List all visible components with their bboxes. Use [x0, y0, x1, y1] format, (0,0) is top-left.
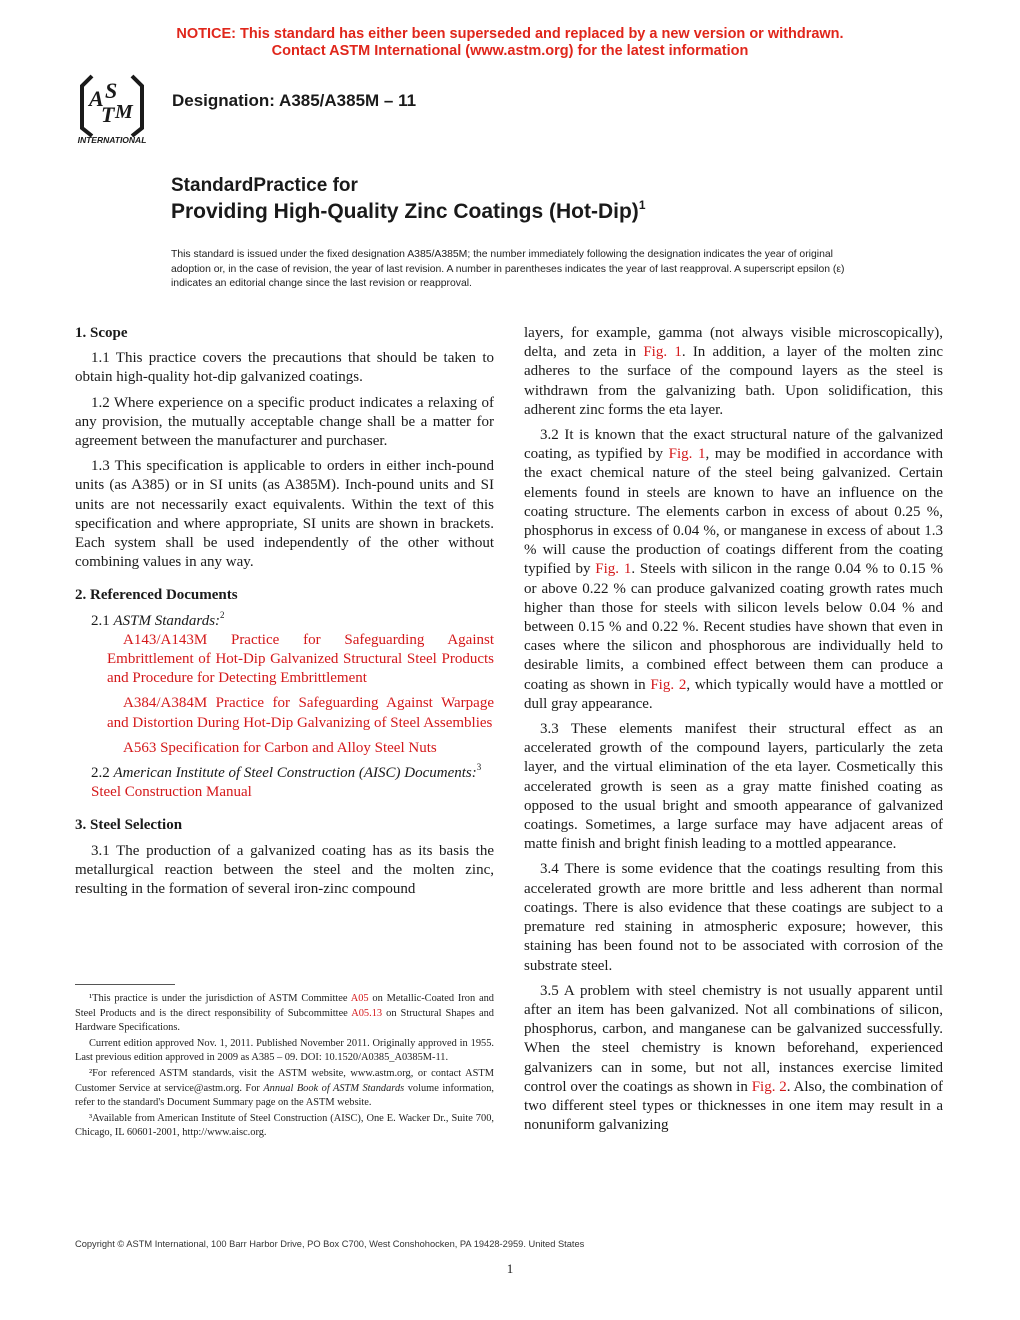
- para-2-1: [75, 609, 494, 631]
- link-fig-1-b[interactable]: Fig. 1: [668, 446, 706, 463]
- para-1-2: 1.2 Where experience on a specific product indicates a relaxing of any provision, the mutually acceptable change shall be a matter for agreement between the manufacturer and purchaser.: [75, 394, 494, 450]
- ref-steel-construction-manual[interactable]: Steel Construction Manual: [91, 784, 252, 801]
- link-fig-1-a[interactable]: Fig. 1: [643, 344, 682, 361]
- footnote-1-text-c: on Structural Shapes and Hardware Specifications.: [75, 1007, 494, 1034]
- para-3-5-a: 3.5 A problem with steel chemistry is not usually apparent until after an item has been galvanized. Not all combinations of silicon, phosphorus, carbon, and manganese can be galvanized successfully. When the steel chemistry is known beforehand, experienced galvanizers can in some, but not all, instances exercise limited control over the coatings as shown in: [524, 982, 943, 1095]
- logo-sub: INTERNATIONAL: [77, 135, 147, 145]
- para-3-2: [524, 426, 943, 714]
- title-line-1: StandardPractice for: [171, 175, 358, 196]
- para-3-2-d: , which typically would have a mottled or dull gray appearance.: [524, 676, 944, 712]
- intro-note: This standard is issued under the fixed designation A385/A385M; the number immediately following the designation indicates the year of original adoption or, in the case of revision, the year of last revision. A number in parentheses indicates the year of last reapproval. A superscript epsilon (ε) indicates an editorial change since the last revision or reapproval.: [171, 249, 845, 290]
- link-fig-2-a[interactable]: Fig. 2: [650, 676, 687, 693]
- para-2-2-sup: 3: [476, 762, 482, 773]
- para-2-1-text: ASTM Standards:: [113, 612, 221, 629]
- para-3-3: 3.3 These elements manifest their structural effect as an accelerated growth of the compound layers, particularly the zeta layer, and the virtual elimination of the eta layer. Cosmetically this accelerated growth is seen as a gray matte finished coating as opposed to the usual bright and smooth appearance of galvanized coatings. Sometimes, a large surface may have adjacent areas of matte finish and bright finish leading to a mottled appearance.: [524, 721, 943, 853]
- para-3-2-a: 3.2 It is known that the exact structural nature of the galvanized coating, as typified by: [524, 427, 943, 463]
- ref-a384[interactable]: A384/A384M Practice for Safeguarding Against Warpage and Distortion During Hot-Dip Galvanizing of Steel Assemblies: [107, 695, 494, 731]
- para-3-5: [524, 982, 943, 1136]
- svg-text:M: M: [115, 101, 133, 123]
- notice-line-1: NOTICE: This standard has either been superseded and replaced by a new version or withdrawn.: [176, 26, 844, 42]
- link-a05-13[interactable]: A05.13: [351, 1007, 383, 1019]
- para-3-2-c: . Steels with silicon in the range 0.04 % to 0.15 % or above 0.22 % can produce galvanized coating growth rates much higher than those for steels with silicon levels below 0.04 % and between 0.15 % and 0.22 %. Recent studies have shown that even in cases where the silicon and phosphorous are individually held to desirable limits, a combined effect between them can produce a coating as shown in: [524, 561, 943, 693]
- para-1-1: 1.1 This practice covers the precautions that should be taken to obtain high-quality hot-dip galvanized coatings.: [75, 350, 494, 386]
- section-1-heading: 1. Scope: [75, 325, 128, 341]
- copyright: Copyright © ASTM International, 100 Barr Harbor Drive, PO Box C700, West Conshohocken, PA 19428-2959. United States: [75, 1239, 585, 1249]
- svg-text:A: A: [89, 86, 104, 111]
- title-footnote-mark: 1: [638, 198, 646, 212]
- svg-text:T: T: [101, 102, 115, 127]
- title-line-2: [171, 200, 646, 224]
- page-number: 1: [506, 1261, 514, 1276]
- footnote-3: ³Available from American Institute of Steel Construction (AISC), One E. Wacker Dr., Suite 700, Chicago, IL 60601-2001, http://www.aisc.org.: [75, 1112, 494, 1139]
- para-3-1-cont: [524, 324, 943, 420]
- footnote-1-text-b: on Metallic-Coated Iron and Steel Products and is the direct responsibility of Subcommittee: [75, 993, 494, 1019]
- section-3-heading: 3. Steel Selection: [75, 817, 183, 834]
- para-3-5-b: . Also, the combination of two different steel types or thicknesses in one item may result in a nonuniform galvanizing: [524, 1078, 943, 1134]
- link-fig-2-b[interactable]: Fig. 2: [751, 1078, 787, 1095]
- section-2-heading: 2. Referenced Documents: [75, 587, 238, 604]
- link-fig-1-c[interactable]: Fig. 1: [595, 561, 632, 578]
- link-a05[interactable]: A05: [350, 993, 369, 1004]
- svg-text:S: S: [105, 78, 118, 103]
- para-2-2: [75, 764, 494, 783]
- footnote-1-text-a: ¹This practice is under the jurisdiction of ASTM Committee: [89, 993, 351, 1004]
- para-2-1-num: 2.1: [91, 612, 114, 629]
- astm-logo-icon: [62, 72, 162, 146]
- title-text: Providing High-Quality Zinc Coatings (Hot-Dip): [171, 200, 639, 223]
- ref-a143[interactable]: A143/A143M Practice for Safeguarding Against Embrittlement of Hot-Dip Galvanized Structural Steel Products and Procedure for Detecting Embrittlement: [107, 631, 494, 687]
- footnote-1: [75, 992, 494, 1036]
- footnote-2: [75, 1067, 494, 1111]
- para-1-3: 1.3 This specification is applicable to orders in either inch-pound units (as A385) or in SI units (as A385M). Inch-pound units and SI units are not necessarily exact equivalents. Within the text of this specification and where appropriate, SI units are shown in brackets. Each system shall be used independently of the other without combining values in any way.: [75, 458, 494, 571]
- notice-banner: [0, 26, 1020, 60]
- footnote-rule: [75, 984, 175, 985]
- footnote-2-italic: Annual Book of ASTM Standards: [263, 1082, 405, 1094]
- footnotes: [75, 992, 494, 1142]
- right-column: [524, 324, 943, 1141]
- para-3-4: 3.4 There is some evidence that the coatings resulting from this accelerated growth are more brittle and less adherent than normal coatings. There is also evidence that these coatings are subject to a premature red staining in atmospheric exposure; however, this staining has been found not to be associated with corrosion of the substrate steel.: [524, 861, 943, 974]
- footnote-2-text-a: ²For referenced ASTM standards, visit the ASTM website, www.astm.org, or contact ASTM Customer Service at service@astm.org. For: [75, 1067, 494, 1094]
- para-3-1: 3.1 The production of a galvanized coating has as its basis the metallurgical reaction between the steel and the molten zinc, resulting in the formation of several iron-zinc compound: [75, 842, 494, 898]
- para-3-1-cont-a: layers, for example, gamma (not always visible microscopically), delta, and zeta in: [524, 325, 943, 361]
- footnote-2-text-b: volume information, refer to the standard's Document Summary page on the ASTM website.: [75, 1082, 494, 1109]
- astm-logo: [62, 72, 162, 146]
- para-2-1-sup: 2: [220, 609, 225, 620]
- ref-a563[interactable]: A563 Specification for Carbon and Alloy Steel Nuts: [123, 739, 437, 756]
- para-3-2-b: , may be modified in accordance with the exact chemical nature of the steel being galvanized. Certain elements found in steels are known to have an influence on the coating structure. The elements carbon in excess of about 0.25 %, phosphorus in excess of 0.04 %, or manganese in excess of about 1.3 % will cause the production of coatings different from the coating typified by: [524, 446, 943, 578]
- left-column: [75, 324, 494, 905]
- footnote-1-edition: Current edition approved Nov. 1, 2011. Published November 2011. Originally approved in 1955. Last previous edition approved in 2009 as A385 – 09. DOI: 10.1520/A0385_A0385M-11.: [75, 1037, 494, 1064]
- designation: Designation: A385/A385M – 11: [172, 91, 417, 110]
- notice-line-2: Contact ASTM International (www.astm.org) for the latest information: [271, 43, 749, 59]
- para-2-2-text: American Institute of Steel Construction (AISC) Documents:: [113, 765, 477, 782]
- para-2-2-num: 2.2: [91, 765, 114, 782]
- para-3-1-cont-b: . In addition, a layer of the molten zinc adheres to the surface of the compound layers as the steel is withdrawn from the galvanizing bath. Upon solidification, this adherent zinc forms the eta layer.: [524, 344, 943, 418]
